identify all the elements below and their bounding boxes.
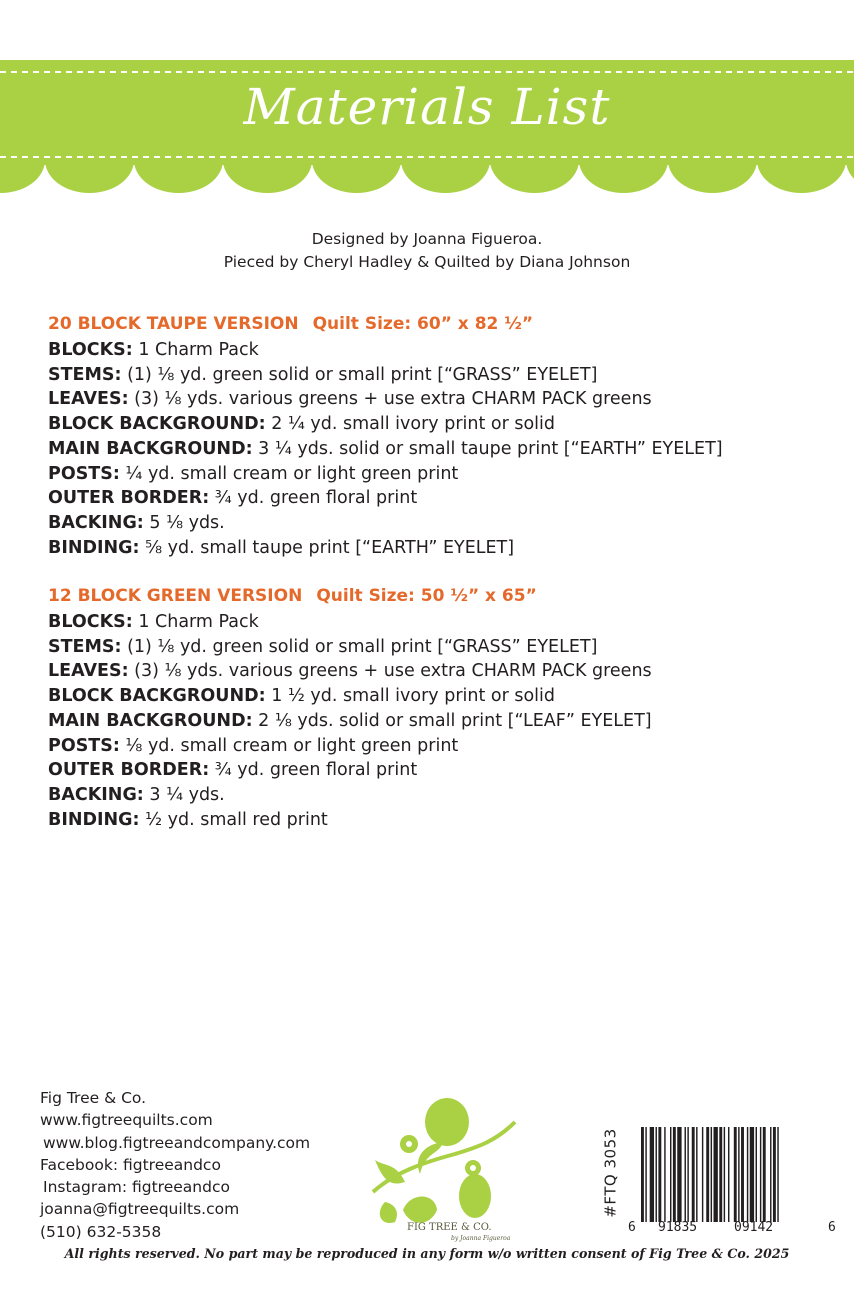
barcode-bar [670, 1127, 671, 1222]
barcode-bar [728, 1127, 729, 1222]
barcode-bar [656, 1127, 657, 1222]
quilt-size: Quilt Size: 50 ½” x 65” [316, 586, 537, 606]
barcode-bar [711, 1127, 712, 1222]
barcode-digit-group: 09142 [734, 1220, 774, 1235]
barcode-bar [773, 1127, 776, 1222]
barcode-bar [747, 1127, 748, 1222]
material-item: OUTER BORDER: ¾ yd. green floral print [48, 760, 418, 781]
fig-tree-logo [365, 1092, 535, 1242]
barcode-bar [687, 1127, 688, 1222]
barcode-digit-group: 6 [628, 1220, 636, 1235]
barcode-bar [734, 1127, 737, 1222]
barcode-bar [750, 1127, 754, 1222]
barcode-digit-group: 6 [828, 1220, 836, 1235]
version-title: 12 BLOCK GREEN VERSION [48, 586, 303, 606]
material-item: BLOCK BACKGROUND: 1 ½ yd. small ivory print or solid [48, 686, 556, 707]
logo-name: FIG TREE & CO. [407, 1222, 492, 1233]
barcode-bar [719, 1127, 722, 1222]
contact-info [40, 1087, 380, 1243]
barcode-bar [702, 1127, 703, 1222]
material-item: BACKING: 3 ¼ yds. [48, 784, 225, 805]
material-item: POSTS: ¼ yd. small cream or light green print [48, 463, 459, 484]
barcode-bar [770, 1127, 771, 1222]
material-item: BINDING: ⅝ yd. small taupe print [“EARTH” EYELET] [48, 537, 515, 558]
green-version-section [48, 584, 838, 832]
barcode-bar [645, 1127, 646, 1222]
material-item: BACKING: 5 ⅛ yds. [48, 512, 225, 533]
facebook-handle[interactable]: Facebook: figtreeandco [40, 1155, 221, 1174]
barcode-bar [714, 1127, 718, 1222]
barcode-bar [658, 1127, 661, 1222]
piecing-quilting-credit: Pieced by Cheryl Hadley & Quilted by Diana Johnson [223, 253, 631, 271]
product-sku: #FTQ 3053 [602, 1127, 620, 1218]
barcode-bar [673, 1127, 676, 1222]
material-item: BINDING: ½ yd. small red print [48, 809, 328, 830]
blog-link[interactable]: www.blog.figtreeandcompany.com [43, 1133, 311, 1152]
version-title: 20 BLOCK TAUPE VERSION [48, 314, 299, 334]
barcode [641, 1127, 831, 1222]
phone-number: (510) 632-5358 [40, 1222, 162, 1241]
barcode-bar [650, 1127, 654, 1222]
material-item: LEAVES: (3) ⅛ yds. various greens + use extra CHARM PACK greens [48, 661, 652, 682]
barcode-bar [738, 1127, 739, 1222]
taupe-version-section [48, 312, 838, 560]
material-item: MAIN BACKGROUND: 2 ⅛ yds. solid or small print [“LEAF” EYELET] [48, 710, 652, 731]
quilt-size: Quilt Size: 60” x 82 ½” [312, 314, 534, 334]
section-heading [48, 584, 838, 608]
section-heading [48, 312, 838, 336]
material-item: STEMS: (1) ⅛ yd. green solid or small print [“GRASS” EYELET] [48, 364, 598, 385]
material-item: BLOCKS: 1 Charm Pack [48, 612, 259, 632]
designer-credit: Designed by Joanna Figueroa. [311, 230, 543, 248]
barcode-digit-group: 91835 [658, 1220, 698, 1235]
barcode-bar [677, 1127, 681, 1222]
barcode-bar [777, 1127, 778, 1222]
page-title: Materials List [243, 78, 611, 136]
email-link[interactable]: joanna@figtreequilts.com [40, 1200, 240, 1219]
logo-byline: by Joanna Figueroa [451, 1235, 511, 1242]
material-item: BLOCK BACKGROUND: 2 ¼ yd. small ivory print or solid [48, 414, 556, 435]
barcode-bar [756, 1127, 757, 1222]
company-name: Fig Tree & Co. [40, 1089, 147, 1107]
material-item: MAIN BACKGROUND: 3 ¼ yds. solid or small taupe print [“EARTH” EYELET] [48, 438, 723, 459]
material-item: STEMS: (1) ⅛ yd. green solid or small print [“GRASS” EYELET] [48, 636, 598, 657]
barcode-bar [641, 1127, 644, 1222]
barcode-bar [760, 1127, 761, 1222]
website-link[interactable]: www.figtreequilts.com [40, 1111, 213, 1130]
barcode-bar [692, 1127, 695, 1222]
barcode-bar [763, 1127, 766, 1222]
material-item: POSTS: ⅛ yd. small cream or light green print [48, 735, 459, 756]
barcode-bar [741, 1127, 744, 1222]
barcode-bar [706, 1127, 709, 1222]
credits [0, 228, 854, 274]
barcode-bar [685, 1127, 686, 1222]
barcode-bar [696, 1127, 697, 1222]
barcode-bar [724, 1127, 725, 1222]
material-item: OUTER BORDER: ¾ yd. green floral print [48, 488, 418, 509]
material-item: BLOCKS: 1 Charm Pack [48, 340, 259, 360]
material-item: LEAVES: (3) ⅛ yds. various greens + use extra CHARM PACK greens [48, 389, 652, 410]
instagram-handle[interactable]: Instagram: figtreeandco [43, 1178, 230, 1197]
barcode-bar [664, 1127, 665, 1222]
copyright-notice: All rights reserved. No part may be reproduced in any form w/o written consent of Fig Tree & Co. 2025 [64, 1246, 790, 1261]
